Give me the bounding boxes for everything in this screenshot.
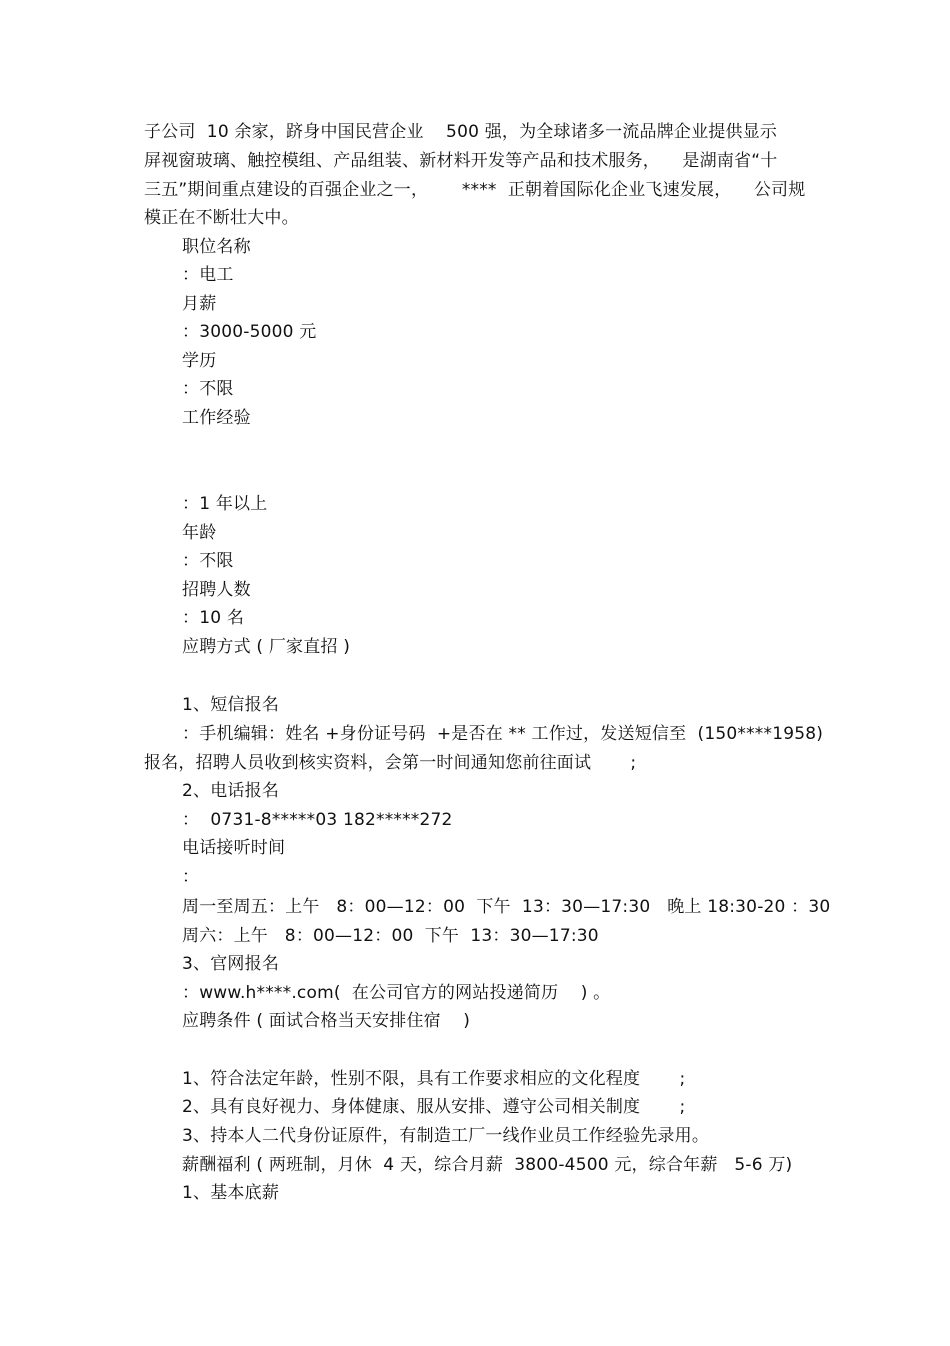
condition-item: 2、具有良好视力、身体健康、服从安排、遵守公司相关制度 ; — [182, 1097, 686, 1117]
experience-value: ：1 年以上 — [182, 494, 268, 514]
salary-label: 月薪 — [182, 294, 217, 314]
age-value: ：不限 — [182, 551, 234, 571]
phone-hours-weekday: 周一至周五：上午 8：00—12：00 下午 13：30—17:30 晚上 18:30-20 ：30 — [182, 897, 831, 917]
web-instructions: ：www.h****.com( 在公司官方的网站投递简历 ) 。 — [182, 983, 611, 1003]
education-label: 学历 — [182, 351, 217, 371]
conditions-heading: 应聘条件 ( 面试合格当天安排住宿 ) — [182, 1011, 471, 1031]
phone-numbers: ： 0731-8*****03 182*****272 — [182, 810, 453, 830]
condition-item: 3、持本人二代身份证原件，有制造工厂一线作业员工作经验先录用。 — [182, 1126, 710, 1146]
phone-title: 2、电话报名 — [182, 781, 280, 801]
phone-hours-saturday: 周六：上午 8：00—12：00 下午 13：30—17:30 — [182, 926, 599, 946]
headcount-value: ：10 名 — [182, 608, 245, 628]
intro-line: 模正在不断壮大中。 — [144, 208, 299, 228]
salary-value: ：3000-5000 元 — [182, 322, 317, 342]
intro-line: 三五”期间重点建设的百强企业之一， **** 正朝着国际化企业飞速发展， 公司规 — [144, 180, 806, 200]
intro-line: 屏视窗玻璃、触控模组、产品组装、新材料开发等产品和技术服务， 是湖南省“十 — [144, 151, 778, 171]
job-title-value: ：电工 — [182, 265, 234, 285]
job-title-label: 职位名称 — [182, 237, 251, 257]
apply-heading: 应聘方式 ( 厂家直招 ) — [182, 637, 351, 657]
benefits-heading: 薪酬福利 ( 两班制，月休 4 天，综合月薪 3800-4500 元，综合年薪 5-6 万) — [182, 1155, 793, 1175]
benefit-item: 1、基本底薪 — [182, 1183, 280, 1203]
sms-instructions: ：手机编辑：姓名 +身份证号码 +是否在 ** 工作过，发送短信至 (150****1958) — [182, 724, 824, 744]
age-label: 年龄 — [182, 523, 217, 543]
experience-label: 工作经验 — [182, 408, 251, 428]
phone-hours-label: 电话接听时间 — [182, 838, 286, 858]
education-value: ：不限 — [182, 379, 234, 399]
web-title: 3、官网报名 — [182, 954, 280, 974]
sms-title: 1、短信报名 — [182, 695, 280, 715]
condition-item: 1、符合法定年龄，性别不限，具有工作要求相应的文化程度 ; — [182, 1069, 686, 1089]
phone-hours-colon: ： — [182, 867, 200, 887]
headcount-label: 招聘人数 — [182, 580, 251, 600]
sms-instructions-continued: 报名，招聘人员收到核实资料，会第一时间通知您前往面试 ; — [144, 753, 637, 773]
intro-line: 子公司 10 余家，跻身中国民营企业 500 强，为全球诸多一流品牌企业提供显示 — [144, 122, 778, 142]
